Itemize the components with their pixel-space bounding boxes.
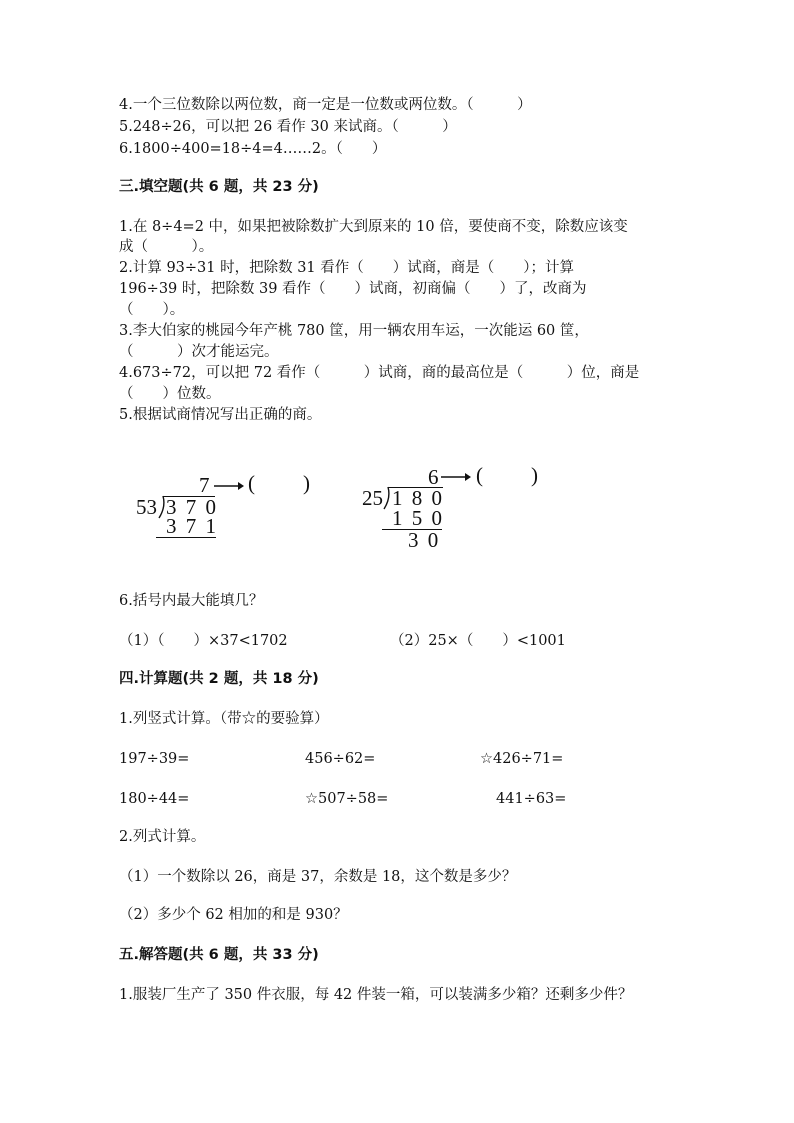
fill-q3-line1: 3.李大伯家的桃园今年产桃 780 筐，用一辆农用车运，一次能运 60 筐， [119,323,589,339]
division1-arrow-icon [214,481,244,491]
division2-remainder: 3 0 [408,528,441,552]
judge-item-6: 6.1800÷400=18÷4=4……2。（ ） [119,141,387,157]
division1-product: 3 7 1 [166,514,218,538]
fill-q2-line1: 2.计算 93÷31 时，把除数 31 看作（ ）试商，商是（ ）；计算 [119,260,575,276]
division2-dividend: 1 8 0 [392,486,444,510]
calc-item-2: 456÷62= [305,751,376,767]
fill-q1-line1: 1.在 8÷4=2 中，如果把被除数扩大到原来的 10 倍，要使商不变，除数应该变 [119,219,628,235]
division1-divisor: 53 [136,495,157,519]
judge-item-4: 4.一个三位数除以两位数，商一定是一位数或两位数。（ ） [119,97,532,113]
division2-quotient: 6 [428,465,441,489]
division2-arrow-icon [441,472,471,482]
calc-q1-title: 1.列竖式计算。（带☆的要验算） [119,711,329,727]
calc-q2-part1: （1）一个数除以 26，商是 37，余数是 18，这个数是多少？ [119,869,517,885]
fill-q6-part1: （1）（ ）×37<1702 [119,633,288,649]
fill-q3-line2: （ ）次才能运完。 [119,344,279,360]
calc-q2-part2: （2）多少个 62 相加的和是 930？ [119,907,348,923]
judge-item-5: 5.248÷26，可以把 26 看作 30 来试商。（ ） [119,119,457,135]
calc-item-6: 441÷63= [496,791,567,807]
fill-q1-line2: 成（ ）。 [119,239,214,255]
fill-q4-line2: （ ）位数。 [119,386,221,402]
division2-answer-blank[interactable]: ( ) [476,463,540,487]
division1-rule [156,537,216,538]
division1-dividend: 3 7 0 [166,495,218,519]
section3-heading: 三.填空题(共 6 题，共 23 分) [119,179,319,195]
calc-item-5: ☆507÷58= [305,791,389,807]
section5-heading: 五.解答题(共 6 题，共 33 分) [119,947,319,963]
calc-item-1: 197÷39= [119,751,190,767]
calc-item-4: 180÷44= [119,791,190,807]
fill-q4-line1: 4.673÷72，可以把 72 看作（ ）试商，商的最高位是（ ）位，商是 [119,365,640,381]
division2-divisor: 25 [362,486,383,510]
section4-heading: 四.计算题(共 2 题，共 18 分) [119,671,319,687]
division2-bracket [382,486,392,510]
fill-q6-title: 6.括号内最大能填几？ [119,593,264,609]
division1-quotient: 7 [199,473,212,497]
fill-q2-line2: 196÷39 时，把除数 39 看作（ ）试商，初商偏（ ）了，改商为 [119,281,587,297]
fill-q6-part2: （2）25×（ ）<1001 [390,633,566,649]
calc-q2-title: 2.列式计算。 [119,829,206,845]
fill-q5-title: 5.根据试商情况写出正确的商。 [119,407,322,423]
fill-q2-line3: （ ）。 [119,302,185,318]
division2-product: 1 5 0 [392,506,444,530]
division1-answer-blank[interactable]: ( ) [248,471,312,495]
answer-q1: 1.服装厂生产了 350 件衣服，每 42 件装一箱，可以装满多少箱？还剩多少件？ [119,987,633,1003]
calc-item-3: ☆426÷71= [480,751,564,767]
